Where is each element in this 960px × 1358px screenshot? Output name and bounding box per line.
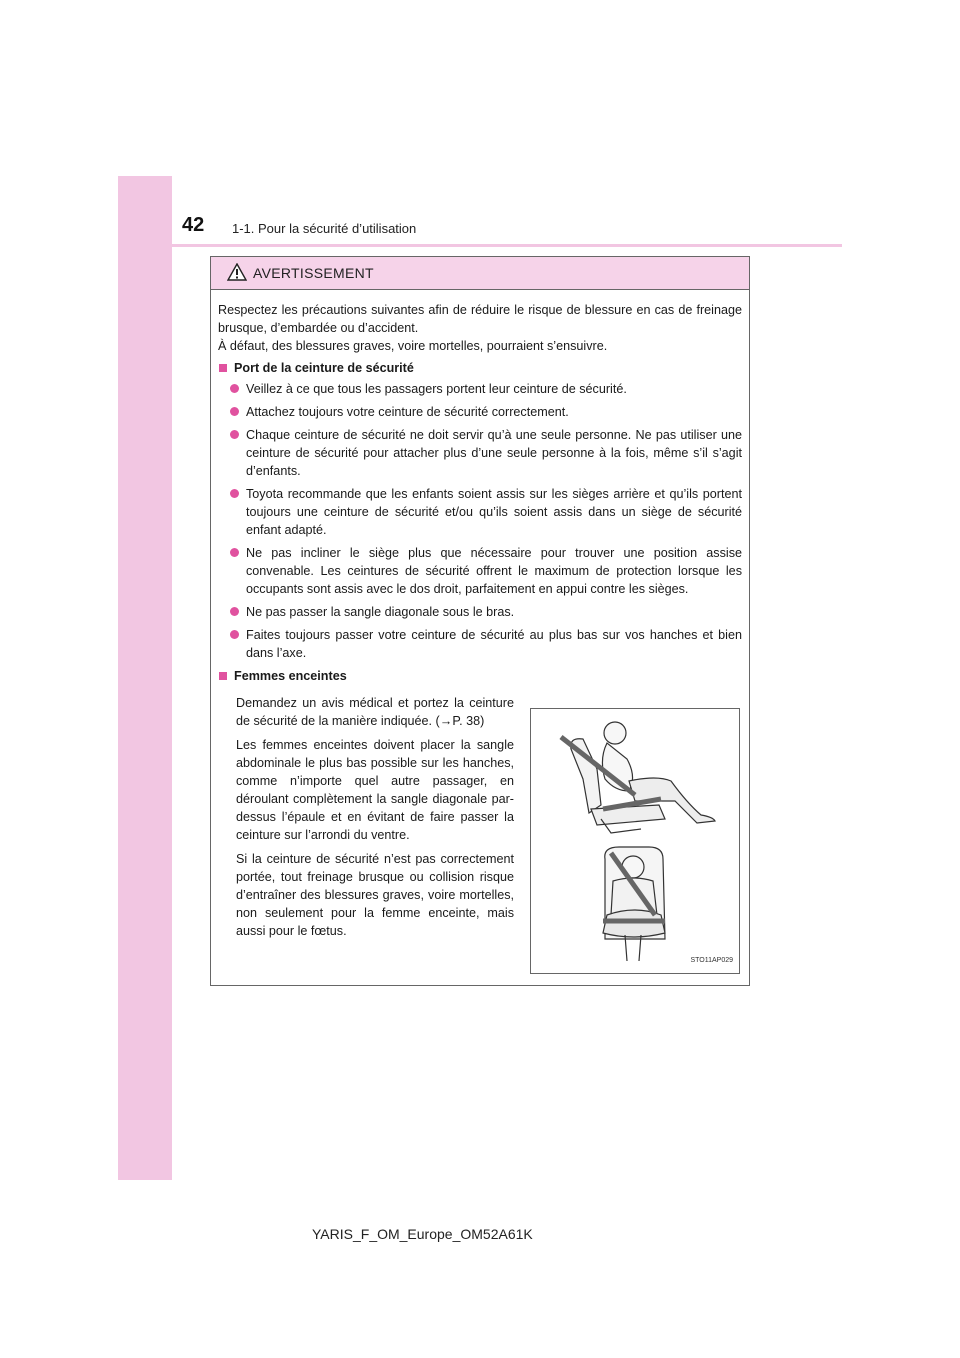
subheading-label: Femmes enceintes [234, 669, 347, 683]
intro-paragraph: Respectez les précautions suivantes afin de réduire le risque de blessure en cas de freinage brusque, d’embardée ou d’accident. [218, 303, 742, 335]
paragraph: Demandez un avis médical et portez la ceinture de sécurité de la manière indiquée. (→P. 38) [236, 696, 514, 728]
section-title: 1-1. Pour la sécurité d’utilisation [232, 221, 417, 236]
list-item: Veillez à ce que tous les passagers portent leur ceinture de sécurité. [230, 380, 742, 398]
bullet-dot-icon [230, 430, 239, 439]
bullet-dot-icon [230, 548, 239, 557]
subheading-seatbelt [218, 359, 742, 377]
list-item: Ne pas passer la sangle diagonale sous le bras. [230, 603, 742, 621]
warning-header [211, 257, 749, 290]
pregnant-seatbelt-illustration [530, 708, 740, 974]
square-bullet-icon [219, 672, 227, 680]
warning-body [211, 290, 749, 988]
list-item: Ne pas incliner le siège plus que nécessaire pour trouver une position assise convenable. Les ceintures de sécurité offrent le maximum de protection lorsque les occupants sont assis avec le dos droit, parfaitement en appui contre les sièges. [230, 544, 742, 598]
warning-intro [218, 301, 742, 355]
bullet-dot-icon [230, 489, 239, 498]
page-number: 42 [182, 214, 205, 236]
seatbelt-bullet-list [218, 380, 742, 662]
image-code: STO11AP029 [690, 957, 733, 964]
subheading-label: Port de la ceinture de sécurité [234, 361, 414, 375]
warning-triangle-icon [227, 263, 247, 286]
illustration-drawing [531, 709, 739, 973]
bullet-dot-icon [230, 384, 239, 393]
paragraph: Les femmes enceintes doivent placer la sangle abdominale le plus bas possible sur les hanches, comme n’importe quel autre passager, en déroulant complètement la sangle diagonale par-dessus l’épaule et en évitant de faire passer la ceinture sur l’arrondi du ventre. [236, 738, 514, 842]
bullet-dot-icon [230, 407, 239, 416]
header-rule [172, 244, 842, 247]
subheading-pregnant [218, 667, 742, 685]
warning-title: AVERTISSEMENT [253, 265, 374, 281]
list-item: Faites toujours passer votre ceinture de sécurité au plus bas sur vos hanches et bien dans l’axe. [230, 626, 742, 662]
side-tab [118, 176, 172, 1180]
list-item: Toyota recommande que les enfants soient assis sur les sièges arrière et qu’ils portent toujours une ceinture de sécurité et/ou qu’ils soient assis dans un siège de sécurité enfant adapté. [230, 485, 742, 539]
list-item: Chaque ceinture de sécurité ne doit servir qu’à une seule personne. Ne pas utiliser une ceinture de sécurité pour attacher plus d’une seule personne à la fois, même s’il s’agit d’enfants. [230, 426, 742, 480]
bullet-dot-icon [230, 630, 239, 639]
paragraph: Si la ceinture de sécurité n’est pas correctement portée, tout freinage brusque ou collision risque d’entraîner des blessures graves, voire mortelles, non seulement pour la femme enceinte, mais aussi pour le fœtus. [236, 852, 514, 938]
footer-doc-id: YARIS_F_OM_Europe_OM52A61K [312, 1226, 533, 1242]
intro-paragraph: À défaut, des blessures graves, voire mortelles, pourraient s’ensuivre. [218, 339, 608, 353]
pregnant-section [218, 688, 742, 988]
list-item: Attachez toujours votre ceinture de sécurité correctement. [230, 403, 742, 421]
square-bullet-icon [219, 364, 227, 372]
pregnant-text [236, 694, 514, 946]
bullet-dot-icon [230, 607, 239, 616]
warning-box [210, 256, 750, 986]
